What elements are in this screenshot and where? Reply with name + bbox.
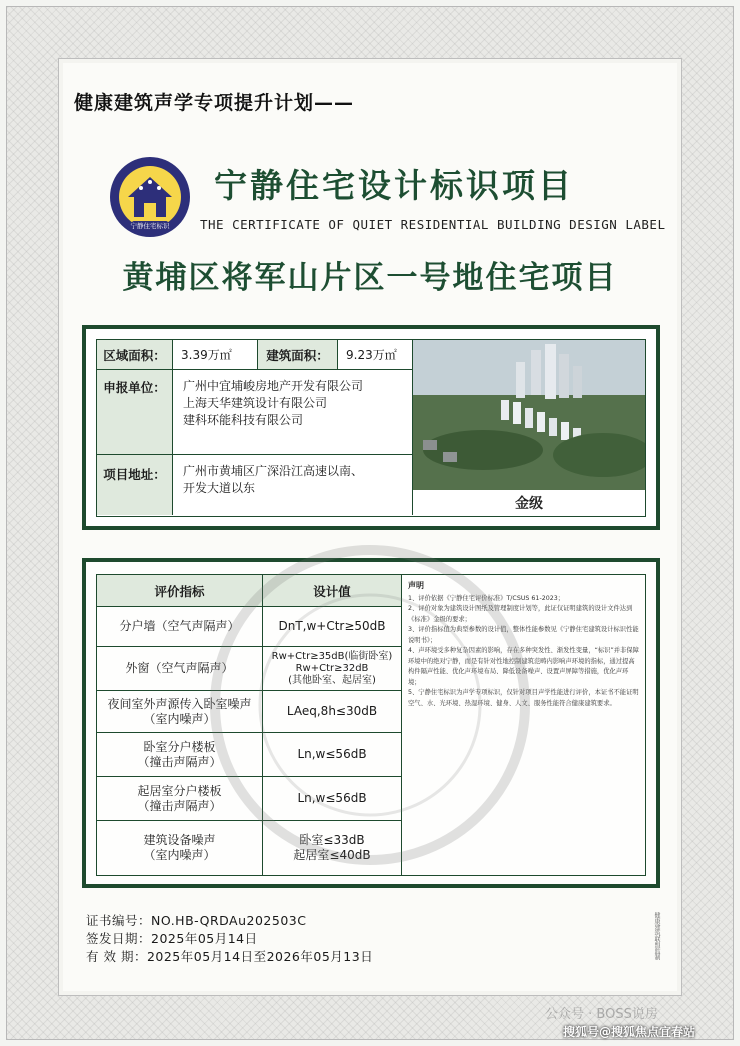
address-value — [173, 455, 413, 515]
value-cell: DnT,w+Ctr≥50dB — [263, 607, 402, 647]
applicant-label: 申报单位： — [97, 370, 173, 455]
statement-item: 2、评价对象为建筑设计图纸及管理制度计划等，此证仅证明建筑的设计文件达到《标准》金级的要求； — [408, 605, 633, 623]
building-area-label: 建筑面积： — [258, 340, 338, 370]
grade-label: 金级 — [515, 495, 543, 512]
value-cell: Rw+Ctr≥35dB(临街卧室) Rw+Ctr≥32dB (其他卧室、起居室) — [263, 647, 402, 691]
side-note: 健康建筑联盟监制 — [653, 912, 660, 960]
validity-row: 有 效 期：2025年05月14日至2026年05月13日 — [86, 949, 374, 964]
applicant-item: 建科环能科技有限公司 — [183, 413, 304, 427]
value-cell: 卧室≤33dB 起居室≤40dB — [263, 821, 402, 875]
value-cell: LAeq,8h≤30dB — [263, 691, 402, 733]
indicator-header: 评价指标 — [97, 575, 263, 607]
official-account-watermark: 公众号 · BOSS说房 — [545, 1007, 658, 1022]
value-cell: Ln,w≤56dB — [263, 777, 402, 821]
area-label: 区域面积： — [97, 340, 173, 370]
site-watermark: 搜狐号@搜狐焦点宜春站 — [563, 1025, 696, 1039]
issue-date-row: 签发日期：2025年05月14日 — [86, 931, 258, 946]
value-header: 设计值 — [263, 575, 402, 607]
project-name: 黄埔区将军山片区一号地住宅项目 — [122, 260, 618, 296]
statement-item: 3、评价指标值为典型参数的设计值，整体性能参数见《宁静住宅建筑设计标识性能说明书》； — [408, 626, 639, 644]
indicator-cell: 外窗（空气声隔声） — [97, 647, 263, 691]
indicator-cell: 分户墙（空气声隔声） — [97, 607, 263, 647]
indicator-cell: 起居室分户楼板 （撞击声隔声） — [97, 777, 263, 821]
certificate-footer — [86, 912, 373, 966]
cert-number-row: 证书编号：NO.HB-QRDAu202503C — [86, 913, 307, 928]
statement-title: 声明 — [408, 581, 424, 590]
indicator-cell: 建筑设备噪声 （室内噪声） — [97, 821, 263, 875]
value-cell: Ln,w≤56dB — [263, 733, 402, 777]
address-line: 广州市黄埔区广深沿江高速以南、 — [183, 464, 364, 478]
indicator-cell: 夜间室外声源传入卧室噪声 （室内噪声） — [97, 691, 263, 733]
program-title: 健康建筑声学专项提升计划—— — [74, 92, 355, 114]
applicant-list — [173, 370, 413, 455]
evaluation-box — [82, 558, 660, 888]
applicant-item: 上海天华建筑设计有限公司 — [183, 396, 328, 410]
area-value: 3.39万㎡ — [173, 340, 258, 370]
building-area-value: 9.23万㎡ — [338, 340, 413, 370]
project-rendering-image — [413, 340, 645, 490]
project-info-box — [82, 325, 660, 530]
certificate-title: 宁静住宅设计标识项目 — [214, 166, 574, 205]
statement-notes — [402, 575, 646, 875]
address-line: 开发大道以东 — [183, 481, 256, 495]
indicator-cell: 卧室分户楼板 （撞击声隔声） — [97, 733, 263, 777]
address-label: 项目地址： — [97, 455, 173, 515]
statement-item: 4、声环境受多种复杂因素的影响，存在多种突发性、渐发性变量，“标识”并非保障环境中的绝对宁静，而是有针对性地控制建筑范畴内影响声环境的指标，通过提高构件隔声性能、优化声环境布局、降低设备噪声、设置声屏障等措施，优化声环境； — [408, 647, 639, 686]
quiet-residence-logo-icon — [108, 155, 192, 239]
logo-label: 宁静住宅标识 — [130, 222, 170, 230]
statement-item: 1、评价依据《宁静住宅评价标准》T/CSUS 61-2023； — [408, 594, 565, 602]
applicant-item: 广州中宜埔峻房地产开发有限公司 — [183, 379, 364, 393]
statement-item: 5、宁静住宅标识为声学专项标识，仅针对项目声学性能进行评价，本证书不能证明空气、水、光环境、热湿环境、健身、人文、服务性能符合健康建筑要求。 — [408, 689, 639, 707]
certificate-title-english: THE CERTIFICATE OF QUIET RESIDENTIAL BUILDING DESIGN LABEL — [200, 217, 666, 232]
